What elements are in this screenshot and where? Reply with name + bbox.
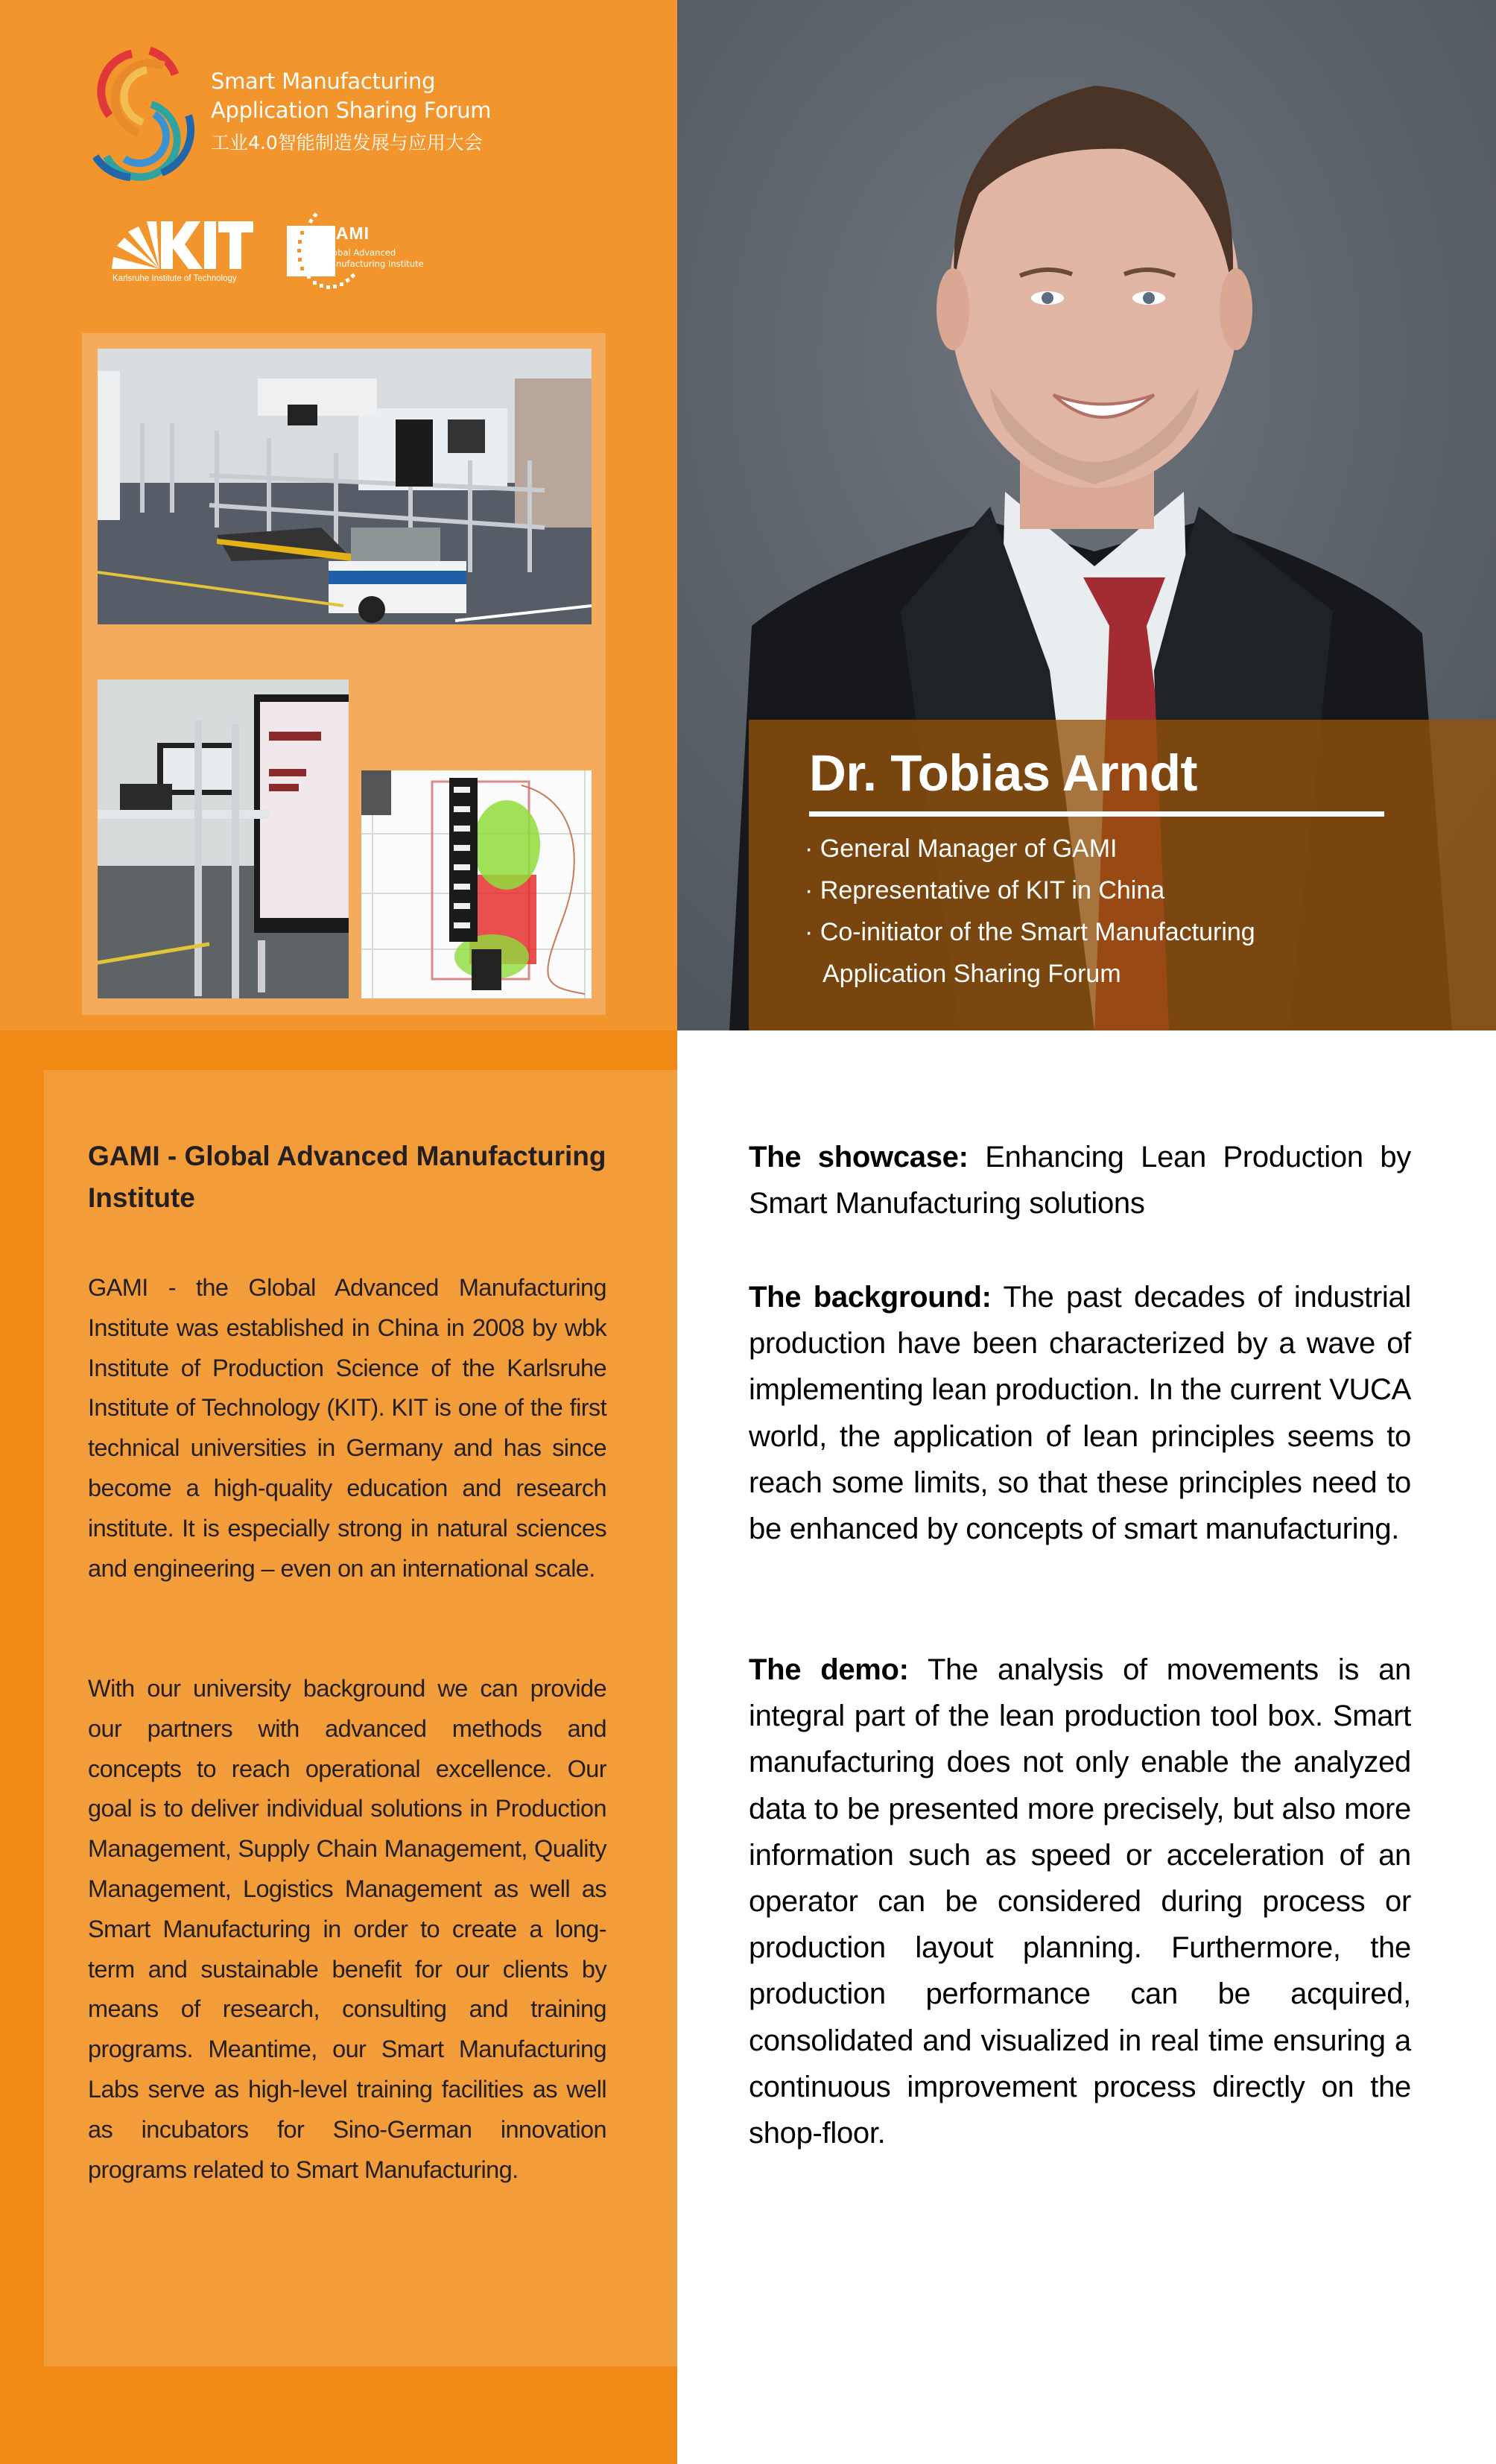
forum-s-logo-icon	[93, 45, 199, 182]
lab-production-line-photo	[98, 349, 592, 624]
gami-logo-subtitle-1: Global Advanced	[323, 247, 396, 258]
name-underline	[809, 811, 1384, 817]
forum-title-line2: Application Sharing Forum	[211, 98, 492, 123]
speaker-role: · Co-initiator of the Smart Manufacturing	[805, 918, 1255, 946]
logo-arc-yellow	[124, 70, 147, 122]
showcase-section	[749, 1134, 1411, 1226]
speaker-role: · General Manager of GAMI	[805, 834, 1118, 863]
gami-wordmark: GAMI	[322, 224, 370, 243]
demo-text: The analysis of movements is an integral part of the lean production tool box. Smart manufacturing does not only enable the analyzed data to be presented more precisely, but also more information such as speed or acceleration of an operator can be considered during process or production layout planning. Furthermore, the production performance can be acquired, consolidated and visualized in real time ensuring a continuous improvement process directly on the shop-floor.	[749, 1653, 1411, 2150]
kit-caption: Karlsruhe Institute of Technology	[112, 274, 237, 283]
showcase-label: The showcase:	[749, 1141, 969, 1174]
speaker-role: · Representative of KIT in China	[805, 876, 1165, 905]
logo-arc-lightblue	[124, 114, 166, 163]
gami-paragraph-1: GAMI - the Global Advanced Manufacturing Institute was established in China in 2008 by wbk Institute of Production Science of the Karlsruhe Institute of Technology (KIT). KIT is one of the first technical universities in Germany and has since become a high-quality education and research institute. It is especially strong in natural sciences and engineering – even on an international scale.	[88, 1274, 606, 1582]
forum-title-chinese: 工业4.0智能制造发展与应用大会	[211, 132, 483, 153]
demo-section	[749, 1647, 1411, 2156]
movement-heatmap-image	[361, 770, 592, 998]
gami-heading: GAMI - Global Advanced Manufacturing Institute	[88, 1141, 606, 1213]
background-label: The background:	[749, 1281, 992, 1314]
speaker-name: Dr. Tobias Arndt	[809, 744, 1198, 802]
speaker-role-continuation: Application Sharing Forum	[823, 960, 1121, 988]
gami-paragraph-2: With our university background we can provide our partners with advanced methods and concepts to reach operational excellence. Our goal is to deliver individual solutions in Production Management, Supply Chain Management, Quality Management, Logistics Management as well as Smart Manufacturing in order to create a long-term and sustainable benefit for our clients by means of research, consulting and training programs. Meantime, our Smart Manufacturing Labs serve as high-level training facilities as well as incubators for Sino-German innovation programs related to Smart Manufacturing.	[88, 1675, 606, 2183]
gami-logo-subtitle-2: Manufacturing Institute	[323, 259, 424, 269]
workstation-photo	[98, 680, 349, 998]
demo-label: The demo:	[749, 1653, 909, 1686]
forum-title-line1: Smart Manufacturing	[211, 69, 436, 94]
showcase-text: Enhancing Lean Production by Smart Manufacturing solutions	[749, 1141, 1411, 1220]
background-section	[749, 1274, 1411, 1552]
background-text: The past decades of industrial production have been characterized by a wave of implementing lean production. In the current VUCA world, the application of lean principles seems to reach some limits, so that these principles need to be enhanced by concepts of smart manufacturing.	[749, 1281, 1411, 1546]
